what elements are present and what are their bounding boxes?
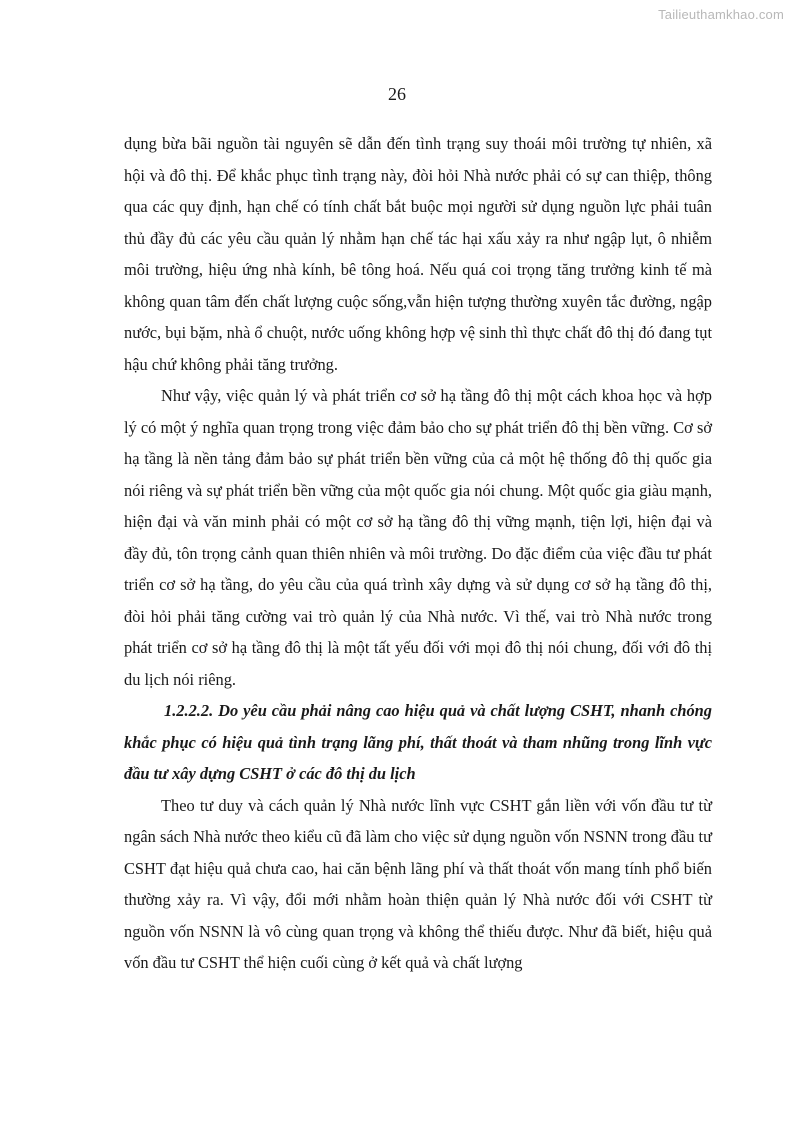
page-number: 26 (388, 84, 406, 104)
document-body (124, 128, 712, 979)
watermark: Tailieuthamkhao.com (658, 7, 784, 22)
section-heading: 1.2.2.2. Do yêu cầu phải nâng cao hiệu quả và chất lượng CSHT, nhanh chóng khắc phục có hiệu quả tình trạng lãng phí, thất thoát và tham nhũng trong lĩnh vực đầu tư xây dựng CSHT ở các đô thị du lịch (124, 701, 712, 783)
paragraph-3: Theo tư duy và cách quản lý Nhà nước lĩnh vực CSHT gắn liền với vốn đầu tư từ ngân sách Nhà nước theo kiểu cũ đã làm cho việc sử dụng nguồn vốn NSNN trong đầu tư CSHT đạt hiệu quả chưa cao, hai căn bệnh lãng phí và thất thoát vốn mang tính phổ biến thường xảy ra. Vì vậy, đổi mới nhằm hoàn thiện quản lý Nhà nước đối với CSHT từ nguồn vốn NSNN là vô cùng quan trọng và không thể thiếu được. Như đã biết, hiệu quả vốn đầu tư CSHT thể hiện cuối cùng ở kết quả và chất lượng (124, 795, 712, 972)
paragraph-1: dụng bừa bãi nguồn tài nguyên sẽ dẫn đến tình trạng suy thoái môi trường tự nhiên, xã hội và đô thị. Để khắc phục tình trạng này, đòi hỏi Nhà nước phải có sự can thiệp, thông qua các quy định, hạn chế có tính chất bắt buộc mọi người sử dụng nguồn lực phải tuân thủ đầy đủ các yêu cầu quản lý nhằm hạn chế tác hại xấu xảy ra như ngập lụt, ô nhiễm môi trường, hiệu ứng nhà kính, bê tông hoá. Nếu quá coi trọng tăng trưởng kinh tế mà không quan tâm đến chất lượng cuộc sống,vẫn hiện tượng thường xuyên tắc đường, ngập nước, bụi bặm, nhà ổ chuột, nước uống không hợp vệ sinh thì thực chất đô thị đó đang tụt hậu chứ không phải tăng trưởng. (124, 134, 712, 374)
paragraph-2: Như vậy, việc quản lý và phát triển cơ sở hạ tầng đô thị một cách khoa học và hợp lý có một ý nghĩa quan trọng trong việc đảm bảo cho sự phát triển đô thị bền vững. Cơ sở hạ tầng là nền tảng đảm bảo sự phát triển bền vững của cả một hệ thống đô thị quốc gia nói riêng và sự phát triển bền vững của một quốc gia nói chung. Một quốc gia giàu mạnh, hiện đại và văn minh phải có một cơ sở hạ tầng đô thị vững mạnh, tiện lợi, hiện đại và đầy đủ, tôn trọng cảnh quan thiên nhiên và môi trường. Do đặc điểm của việc đầu tư phát triển cơ sở hạ tầng, do yêu cầu của quá trình xây dựng và sử dụng cơ sở hạ tầng đô thị, đòi hỏi phải tăng cường vai trò quản lý của Nhà nước. Vì thế, vai trò Nhà nước trong phát triển cơ sở hạ tầng đô thị là một tất yếu đối với mọi đô thị nói chung, đối với đô thị du lịch nói riêng. (124, 386, 712, 689)
